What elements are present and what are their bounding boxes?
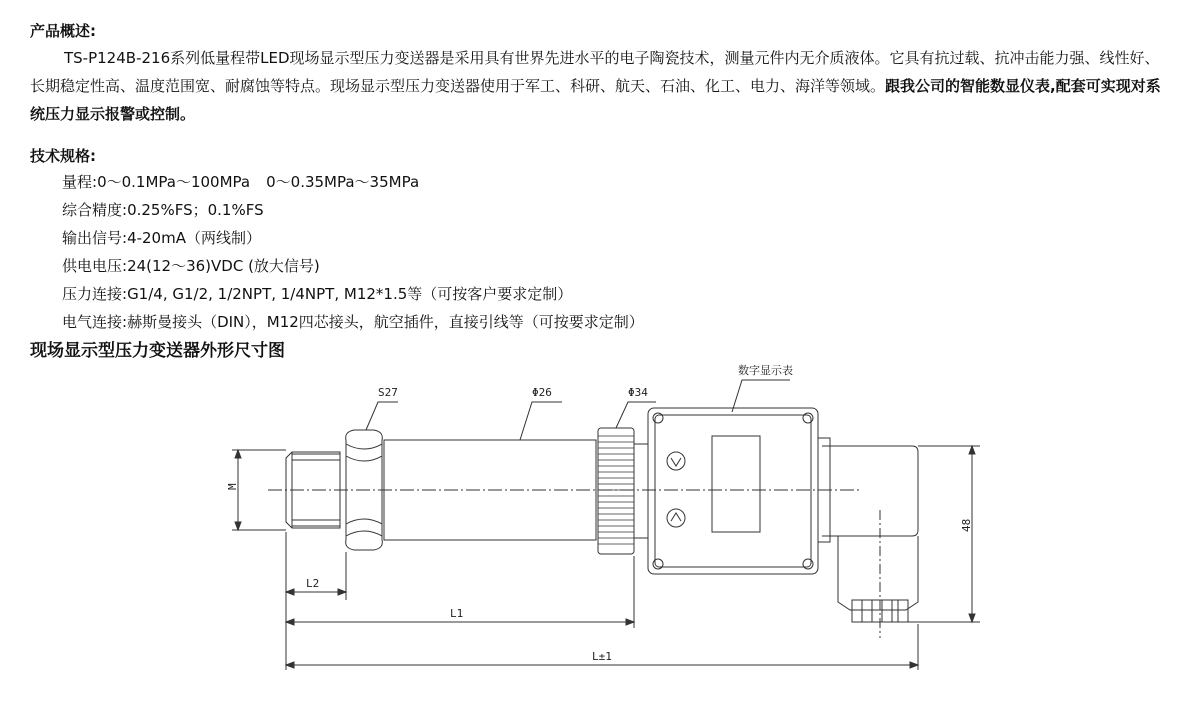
spec-value: G1/4, G1/2, 1/2NPT, 1/4NPT, M12*1.5等（可按客户要求定制）: [127, 285, 573, 303]
spec-item-electrical-connection: [62, 308, 644, 336]
spec-item-accuracy: [62, 196, 644, 224]
spec-item-supply: [62, 252, 644, 280]
label-48: 48: [960, 518, 973, 532]
spec-item-range: [62, 168, 644, 196]
spec-label: 输出信号:: [62, 229, 128, 247]
label-l2: L2: [306, 577, 320, 590]
label-l: L±1: [592, 650, 612, 663]
overview-text: TS-P124B-216系列低量程带LED现场显示型压力变送器是采用具有世界先进水平的电子陶瓷技术，测量元件内无介质液体。它具有抗过载、抗冲击能力强、线性好、长期稳定性高、温度范围宽、耐腐蚀等特点。现场显示型压力变送器使用于军工、科研、航天、石油、化工、电力、海洋等领域。: [30, 49, 1160, 95]
spec-label: 综合精度:: [62, 201, 128, 219]
spec-label: 电气连接:: [62, 313, 128, 331]
spec-item-output: [62, 224, 644, 252]
lcd-window: [712, 436, 760, 532]
leader-s27: [366, 402, 398, 430]
spec-label: 压力连接:: [62, 285, 128, 303]
leader-phi34: [616, 402, 656, 428]
spec-item-pressure-connection: [62, 280, 644, 308]
drawing-title: 现场显示型压力变送器外形尺寸图: [30, 341, 285, 361]
leader-display: [732, 380, 790, 412]
spec-list: [62, 168, 644, 336]
label-m: M: [226, 483, 239, 490]
spec-label: 量程:: [62, 173, 98, 191]
spec-value: 赫斯曼接头（DIN），M12四芯接头，航空插件，直接引线等（可按要求定制）: [127, 313, 644, 331]
label-phi26: Φ26: [532, 386, 552, 399]
label-l1: L1: [450, 607, 464, 620]
din-connector: [822, 446, 918, 536]
spec-value: 0～0.1MPa～100MPa: [97, 173, 251, 191]
knurled-ring: [598, 428, 634, 554]
specs-heading: 技术规格:: [30, 147, 96, 165]
label-s27: S27: [378, 386, 398, 399]
button-down-icon: [667, 509, 685, 527]
label-display: 数字显示表: [738, 364, 793, 377]
spec-value: 24(12～36)VDC (放大信号): [127, 257, 320, 275]
spec-label: 供电电压:: [62, 257, 128, 275]
spec-value: 0.25%FS；0.1%FS: [127, 201, 264, 219]
overview-paragraph: [30, 44, 1170, 128]
label-phi34: Φ34: [628, 386, 648, 399]
overview-text-bold: 跟我公司的智能数显仪表,配套可实现对系统压力显示报警或控制。: [30, 77, 1161, 123]
spec-value: 4-20mA（两线制）: [127, 229, 261, 247]
display-housing: [648, 408, 818, 574]
spec-value-secondary: 0～0.35MPa～35MPa: [266, 173, 420, 191]
dimension-drawing: [0, 360, 1199, 703]
overview-heading: 产品概述:: [30, 22, 96, 40]
leader-phi26: [520, 402, 562, 440]
button-up-icon: [667, 452, 685, 470]
